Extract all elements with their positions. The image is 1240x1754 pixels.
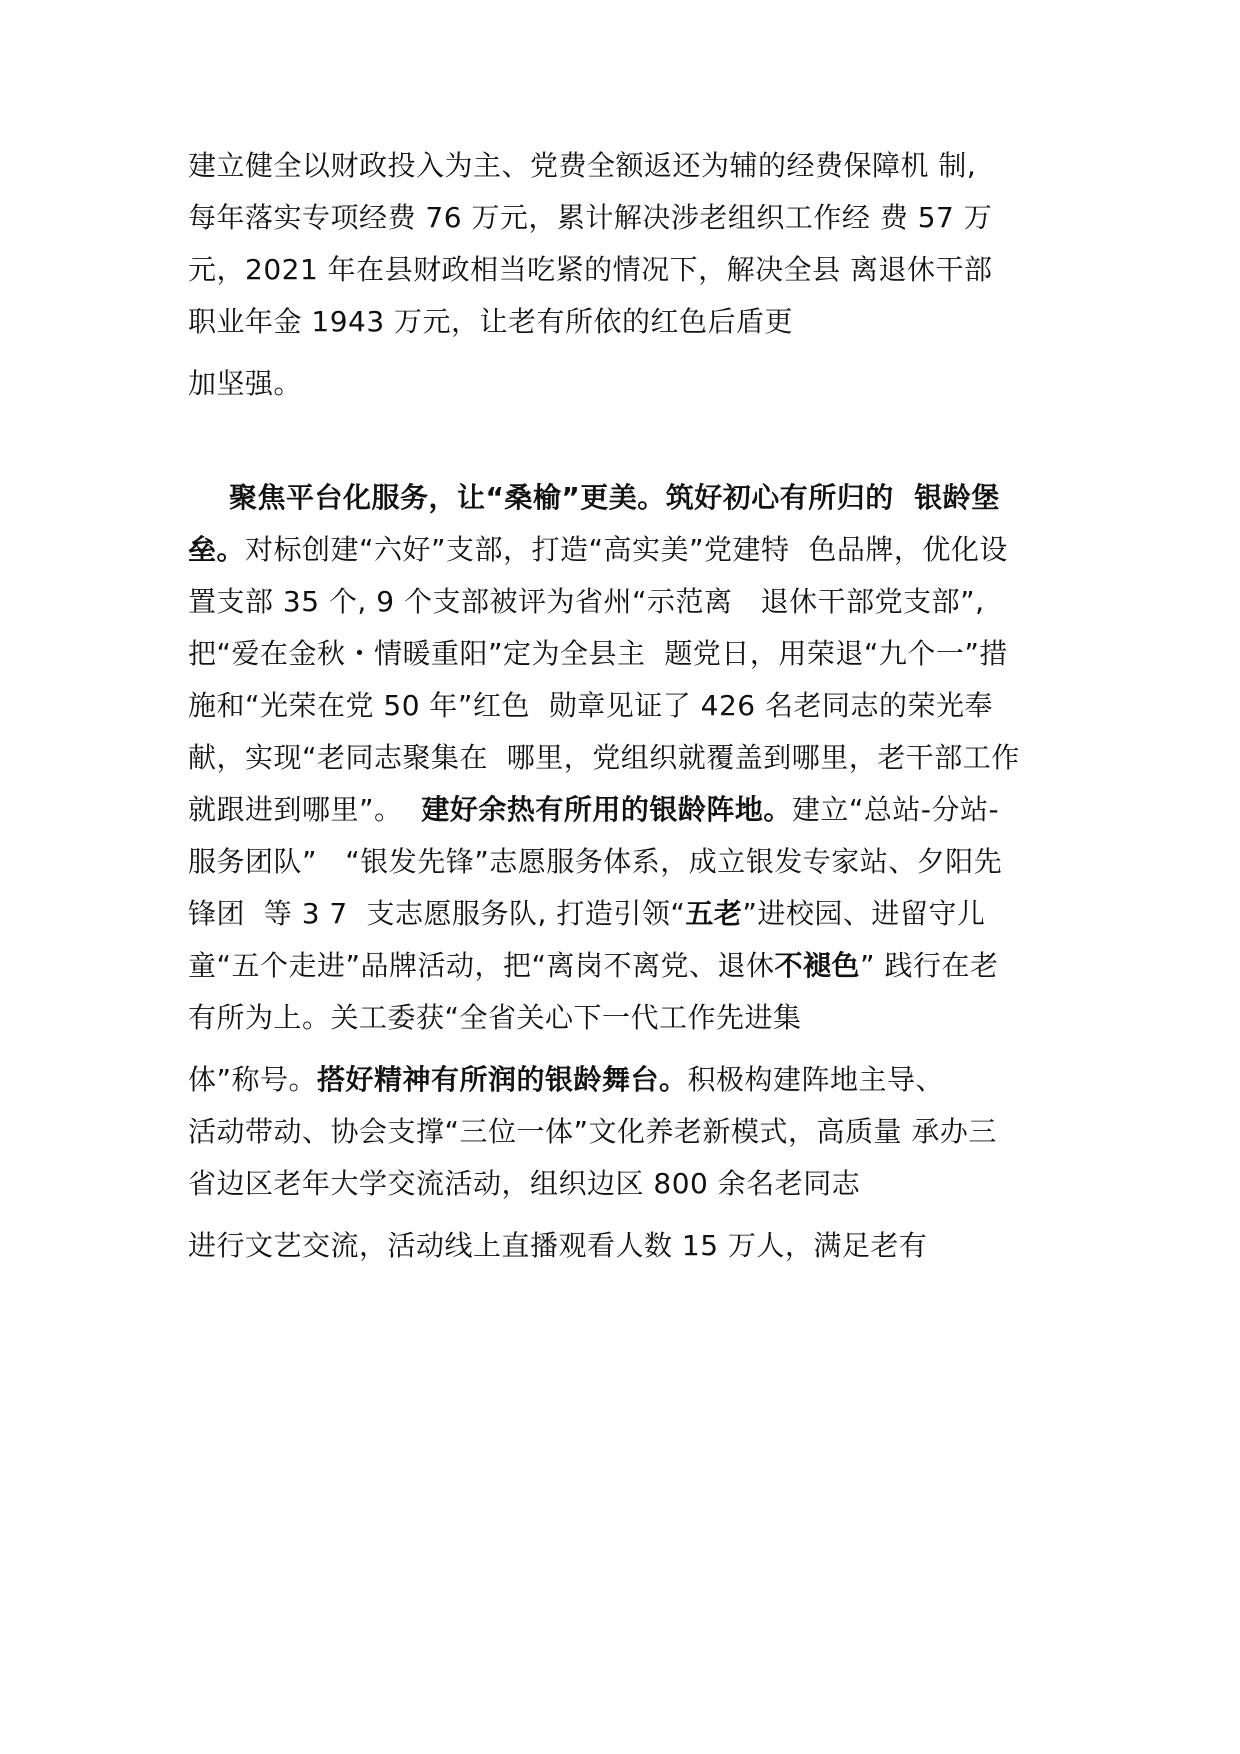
text-line-4 <box>188 304 793 340</box>
text-line-7 <box>188 532 1008 568</box>
text-run: 积极构建阵地主导、 <box>687 1063 945 1096</box>
text-run: 建立健全以财政投入为主、党费全额返还为辅的经费保障机 制, <box>188 149 977 182</box>
text-line-6 <box>188 480 1000 516</box>
text-line-14 <box>188 896 985 932</box>
text-run: 就跟进到哪里”。 <box>188 793 422 826</box>
text-run: 元，2021 年在县财政相当吃紧的情况下，解决全县 离退休干部 <box>188 253 993 286</box>
text-line-15 <box>188 948 998 984</box>
text-line-13 <box>188 844 1002 880</box>
text-line-8 <box>188 584 985 620</box>
text-run: 每年落实专项经费 76 万元，累计解决涉老组织工作经 费 57 万 <box>188 201 993 234</box>
bold-text-run: 聚焦平台化服务，让“桑榆”更美。筑好初心有所归的 银龄堡 <box>188 481 1000 514</box>
text-line-20 <box>188 1228 927 1264</box>
text-run: 有所为上。关工委获“全省关心下一代工作先进集 <box>188 1001 802 1034</box>
text-line-12 <box>188 792 999 828</box>
text-run: ”进校园、进留守儿 <box>742 897 986 930</box>
text-line-9 <box>188 636 1008 672</box>
bold-text-run: 五老 <box>685 897 743 930</box>
text-line-19 <box>188 1166 860 1202</box>
bold-text-run: 不褪色 <box>774 949 861 982</box>
bold-text-run: 垒。 <box>188 533 246 566</box>
text-run: 施和“光荣在党 50 年”红色 勋章见证了 426 名老同志的荣光奉 <box>188 689 993 722</box>
text-run: 服务团队” “银发先锋”志愿服务体系，成立银发专家站、夕阳先 <box>188 845 1003 878</box>
text-run: 把“爱在金秋・情暖重阳”定为全县主 题党日，用荣退“九个一”措 <box>188 637 1008 670</box>
text-line-1 <box>188 148 976 184</box>
text-line-3 <box>188 252 993 288</box>
text-line-17 <box>188 1062 944 1098</box>
text-run: 体”称号。 <box>188 1063 318 1096</box>
bold-text-run: 搭好精神有所润的银龄舞台。 <box>317 1063 688 1096</box>
bold-text-run: 建好余热有所用的银龄阵地。 <box>421 793 792 826</box>
text-line-11 <box>188 740 1020 776</box>
text-run: 对标创建“六好”支部，打造“高实美”党建特 色品牌，优化设 <box>245 533 1008 566</box>
text-run: 加坚强。 <box>188 367 303 400</box>
text-line-18 <box>188 1114 997 1150</box>
text-line-10 <box>188 688 993 724</box>
text-line-5 <box>188 366 302 402</box>
text-run: 活动带动、协会支撑“三位一体”文化养老新模式，高质量 承办三 <box>188 1115 997 1148</box>
text-run: ” 践行在老 <box>860 949 999 982</box>
text-line-16 <box>188 1000 802 1036</box>
text-run: 锋团 等 3 7 支志愿服务队, 打造引领“ <box>188 897 686 930</box>
text-run: 职业年金 1943 万元，让老有所依的红色后盾更 <box>188 305 794 338</box>
text-run: 进行文艺交流，活动线上直播观看人数 15 万人，满足老有 <box>188 1229 928 1262</box>
text-run: 献，实现“老同志聚集在 哪里，党组织就覆盖到哪里，老干部工作 <box>188 741 1020 774</box>
text-run: 建立“总站-分站- <box>791 793 1000 826</box>
text-line-2 <box>188 200 992 236</box>
text-run: 童“五个走进”品牌活动，把“离岗不离党、退休 <box>188 949 775 982</box>
text-run: 置支部 35 个, 9 个支部被评为省州“示范离 退休干部党支部”, <box>188 585 985 618</box>
text-run: 省边区老年大学交流活动，组织边区 800 余名老同志 <box>188 1167 861 1200</box>
